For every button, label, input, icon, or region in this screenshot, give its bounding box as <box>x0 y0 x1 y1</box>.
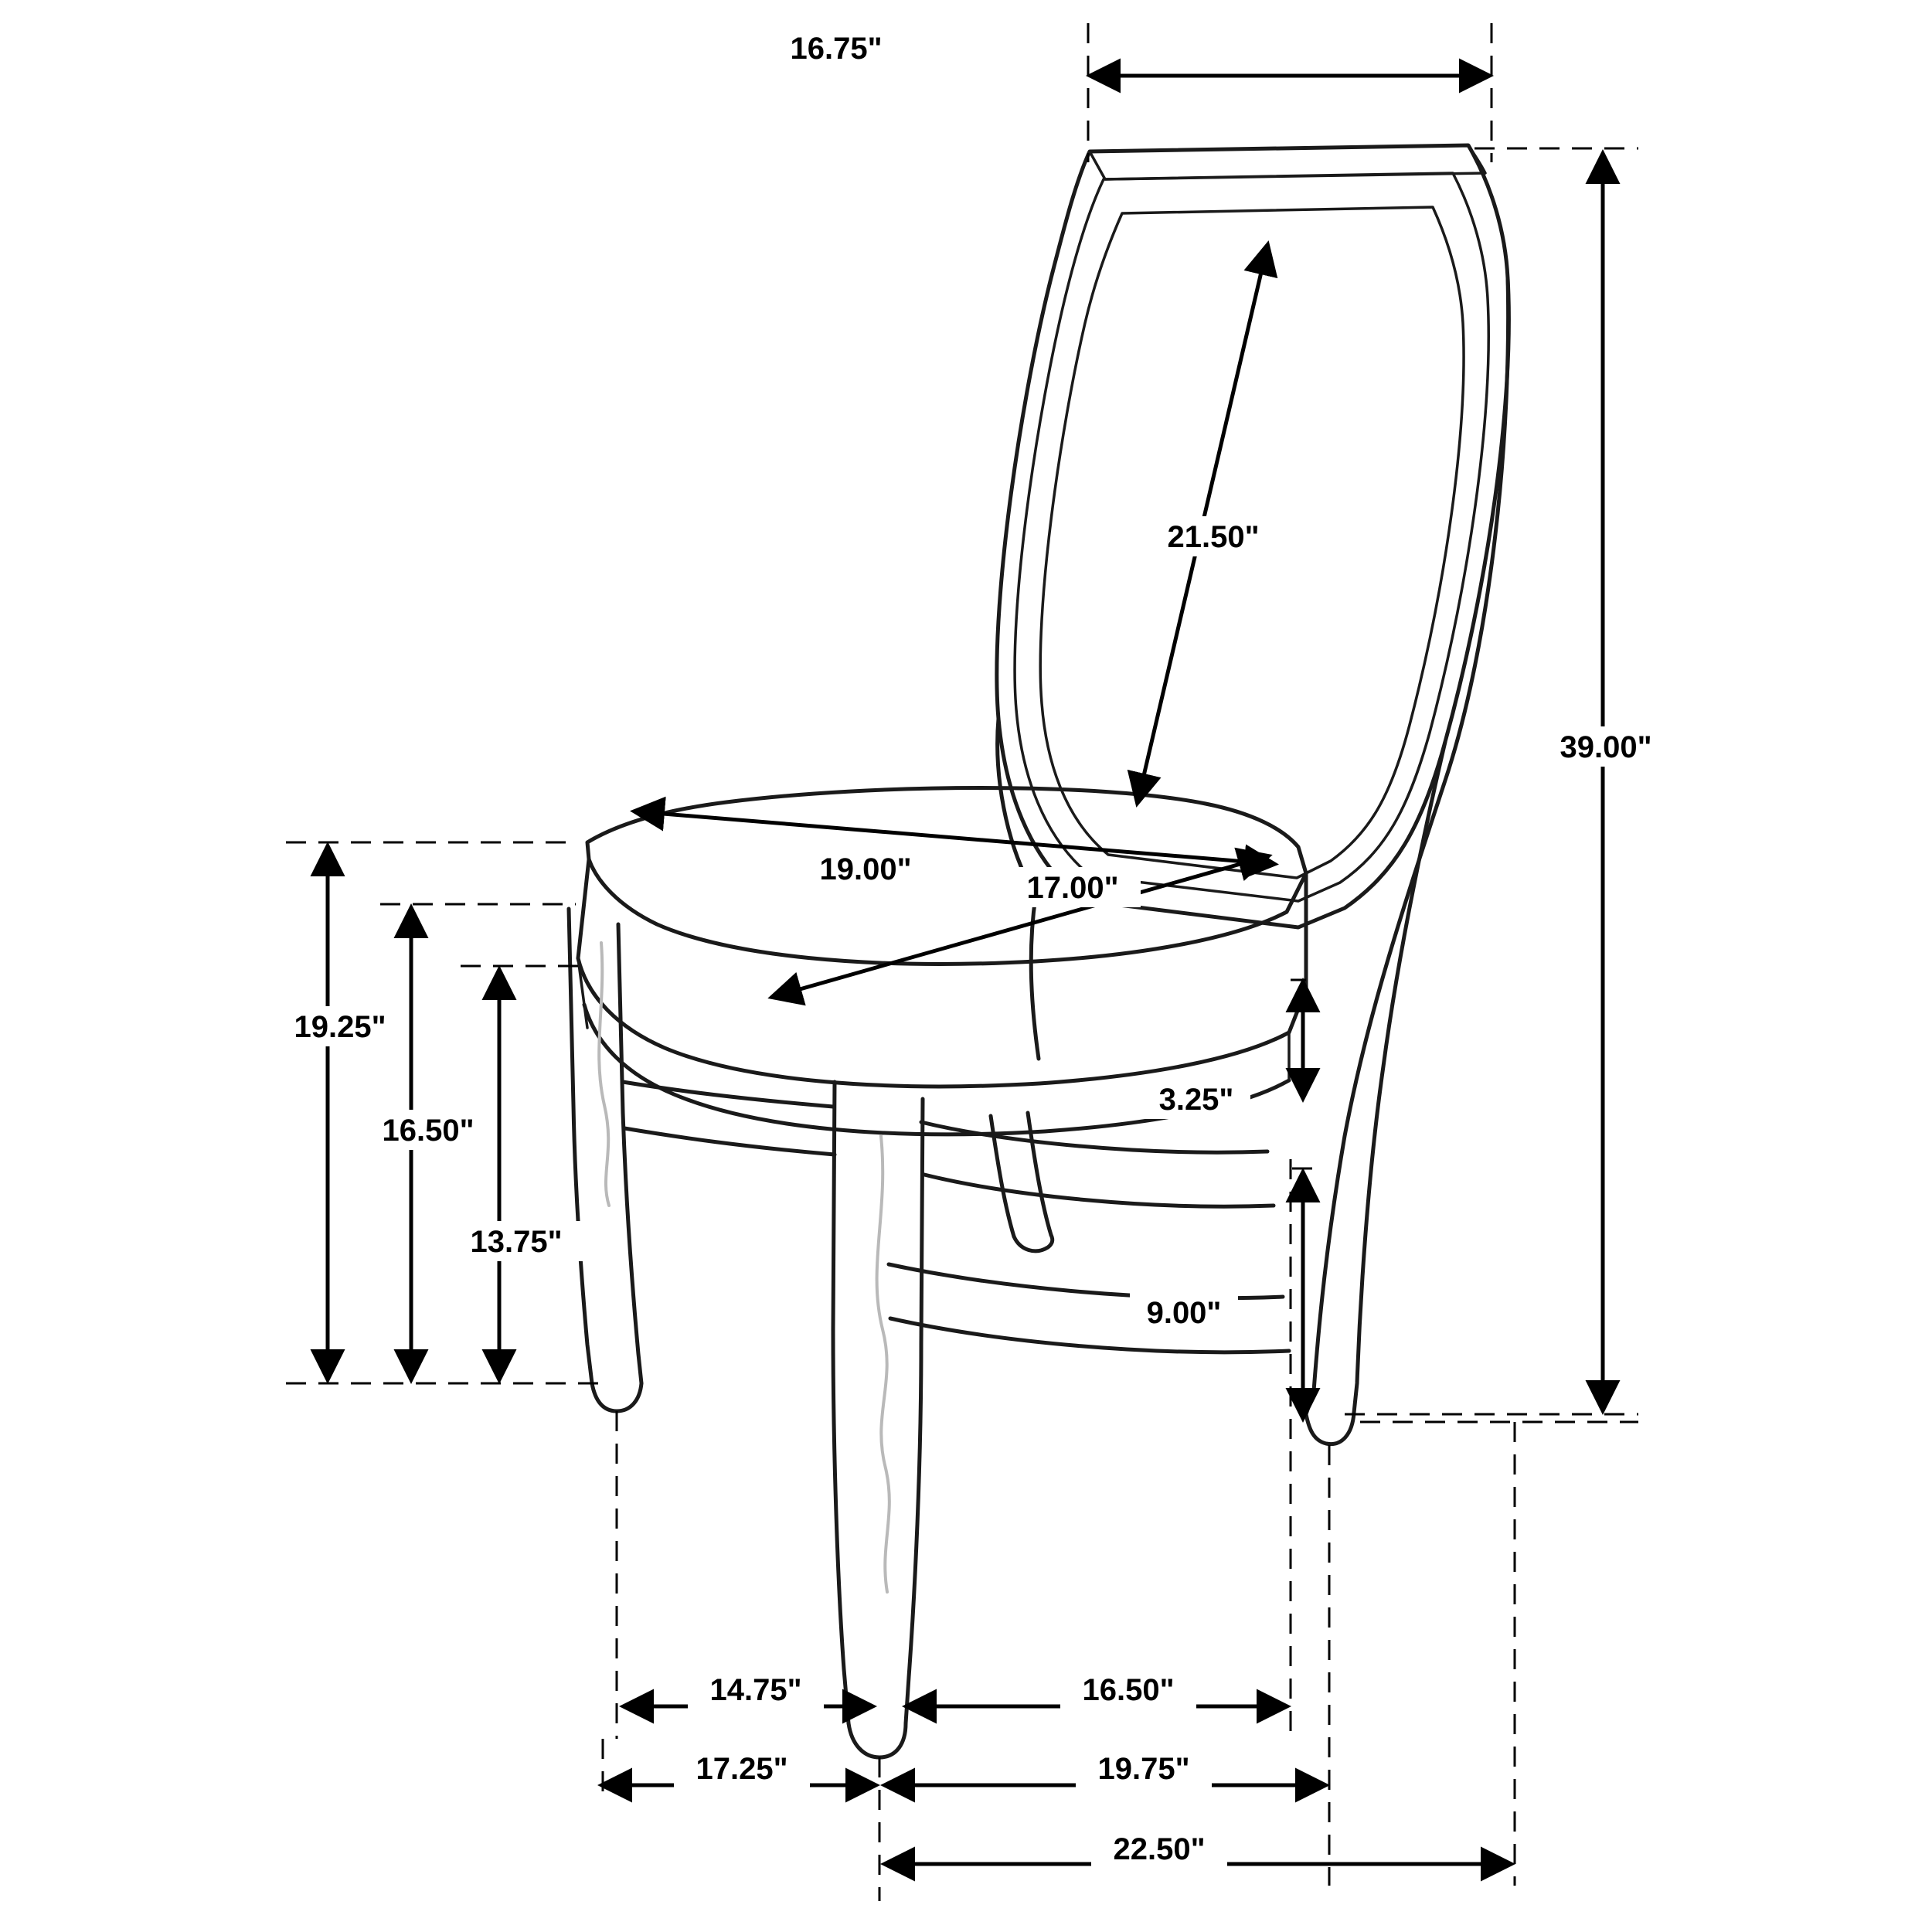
front-leg-far-grain <box>599 943 609 1206</box>
dimline-seat-depth <box>635 811 1274 864</box>
dimension-labels <box>272 28 1674 1869</box>
label-seat-height: 19.25" <box>294 1010 386 1044</box>
label-seat-base-height: 16.50" <box>382 1114 474 1148</box>
center-brace-end <box>1014 1235 1053 1251</box>
label-rail-top-height: 13.75" <box>470 1225 563 1259</box>
front-leg-near-foot <box>849 1723 906 1757</box>
front-leg-near-grain <box>877 1136 889 1592</box>
far-stretcher-bottom <box>624 1128 835 1155</box>
side-stretcher-bottom <box>924 1175 1274 1206</box>
label-overall-depth: 22.50" <box>1113 1832 1206 1866</box>
label-backrest-height: 21.50" <box>1167 520 1260 554</box>
chair-crest-rail <box>1090 145 1485 179</box>
label-stretcher-height: 9.00" <box>1146 1296 1222 1330</box>
label-seat-depth: 19.00" <box>819 852 912 886</box>
front-leg-far-foot <box>592 1383 641 1411</box>
label-seat-width: 17.00" <box>1026 871 1119 905</box>
dimension-lines <box>328 76 1603 1864</box>
front-leg-near-inner <box>906 1099 923 1723</box>
label-front-leg-offset: 14.75" <box>709 1673 802 1707</box>
rear-leg-right-inner <box>1354 742 1445 1413</box>
label-overall-height: 39.00" <box>1560 730 1652 764</box>
label-back-width: 16.75" <box>790 32 883 66</box>
label-rear-leg-offset: 16.50" <box>1082 1673 1175 1707</box>
front-leg-near-outer <box>833 1082 849 1723</box>
seat-cushion-side <box>578 859 1306 1087</box>
front-leg-far-inner <box>618 924 641 1383</box>
label-cushion-thickness: 3.25" <box>1158 1083 1234 1117</box>
rear-leg-right-foot <box>1306 1413 1354 1444</box>
rear-leg-right-outer <box>1306 278 1509 1414</box>
label-rear-span: 19.75" <box>1097 1752 1190 1786</box>
chair-illustration <box>569 145 1509 1757</box>
far-stretcher-top <box>623 1082 833 1107</box>
label-front-span: 17.25" <box>696 1752 788 1786</box>
